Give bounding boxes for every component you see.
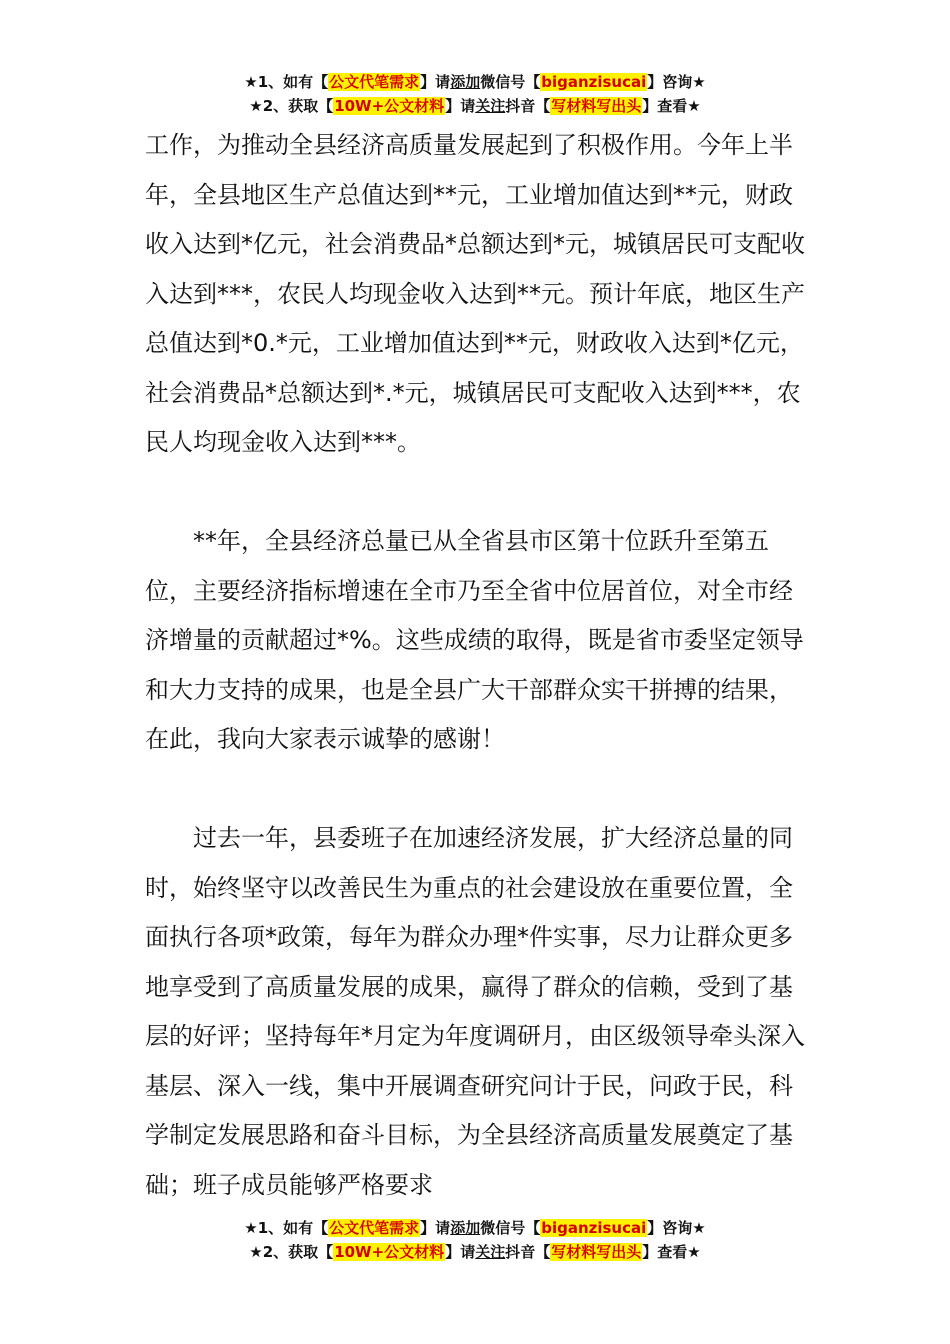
banner-text: 抖音【 xyxy=(505,97,551,115)
banner-text: 】咨询★ xyxy=(647,1219,706,1237)
banner-text: 】咨询★ xyxy=(647,73,706,91)
banner-text: ★2、获取【 xyxy=(249,1243,334,1261)
paragraph-1: 工作，为推动全县经济高质量发展起到了积极作用。今年上半年，全县地区生产总值达到**元，工业增加值达到**元，财政收入达到*亿元，社会消费品*总额达到*元，城镇居民可支配收入达到***，农民人均现金收入达到**元。预计年底，地区生产总值达到*0.*元，工业增加值达到**元，财政收入达到*亿元，社会消费品*总额达到*.*元，城镇居民可支配收入达到***，农民人均现金收入达到***。 xyxy=(145,131,805,456)
banner-line-1 xyxy=(0,70,950,94)
banner-line-2 xyxy=(0,1240,950,1264)
header-banner xyxy=(0,70,950,118)
banner-text: 】查看★ xyxy=(642,97,701,115)
banner-text: 】请 xyxy=(445,1243,476,1261)
paragraph-3: 过去一年，县委班子在加速经济发展，扩大经济总量的同时，始终坚守以改善民生为重点的社会建设放在重要位置，全面执行各项*政策，每年为群众办理*件实事，尽力让群众更多地享受到了高质量发展的成果，赢得了群众的信赖，受到了基层的好评；坚持每年*月定为年度调研月，由区级领导牵头深入基层、深入一线，集中开展调查研究问计于民，问政于民，科学制定发展思路和奋斗目标，为全县经济高质量发展奠定了基础；班子成员能够严格要求 xyxy=(145,824,805,1199)
underlined-word: 添加 xyxy=(450,1219,481,1237)
banner-text: 】请 xyxy=(420,1219,451,1237)
banner-text: 】请 xyxy=(445,97,476,115)
highlight-wechat-id: biganzisucai xyxy=(541,1219,647,1237)
paragraph-gap xyxy=(145,468,810,518)
highlight-douyin-account: 写材料写出头 xyxy=(551,1243,642,1261)
highlight-wechat-id: biganzisucai xyxy=(541,73,647,91)
banner-text: ★1、如有【 xyxy=(244,1219,329,1237)
paragraph-2: **年，全县经济总量已从全省县市区第十位跃升至第五位，主要经济指标增速在全市乃至全省中位居首位，对全市经济增量的贡献超过*%。这些成绩的取得，既是省市委坚定领导和大力支持的成果，也是全县广大干部群众实干拼搏的结果，在此，我向大家表示诚挚的感谢！ xyxy=(145,527,804,753)
highlight-douyin-account: 写材料写出头 xyxy=(551,97,642,115)
banner-text: 微信号【 xyxy=(480,73,541,91)
banner-line-2 xyxy=(0,94,950,118)
paragraph-gap xyxy=(145,765,810,815)
banner-text: 微信号【 xyxy=(480,1219,541,1237)
banner-text: ★1、如有【 xyxy=(244,73,329,91)
document-body xyxy=(145,121,810,1210)
highlight-service: 公文代笔需求 xyxy=(329,1219,420,1237)
highlight-materials: 10W+公文材料 xyxy=(334,97,445,115)
footer-banner xyxy=(0,1216,950,1264)
underlined-word: 添加 xyxy=(450,73,481,91)
banner-text: 】查看★ xyxy=(642,1243,701,1261)
banner-text: 】请 xyxy=(420,73,451,91)
banner-text: ★2、获取【 xyxy=(249,97,334,115)
highlight-materials: 10W+公文材料 xyxy=(334,1243,445,1261)
underlined-word: 关注 xyxy=(475,97,506,115)
underlined-word: 关注 xyxy=(475,1243,506,1261)
highlight-service: 公文代笔需求 xyxy=(329,73,420,91)
banner-text: 抖音【 xyxy=(505,1243,551,1261)
banner-line-1 xyxy=(0,1216,950,1240)
